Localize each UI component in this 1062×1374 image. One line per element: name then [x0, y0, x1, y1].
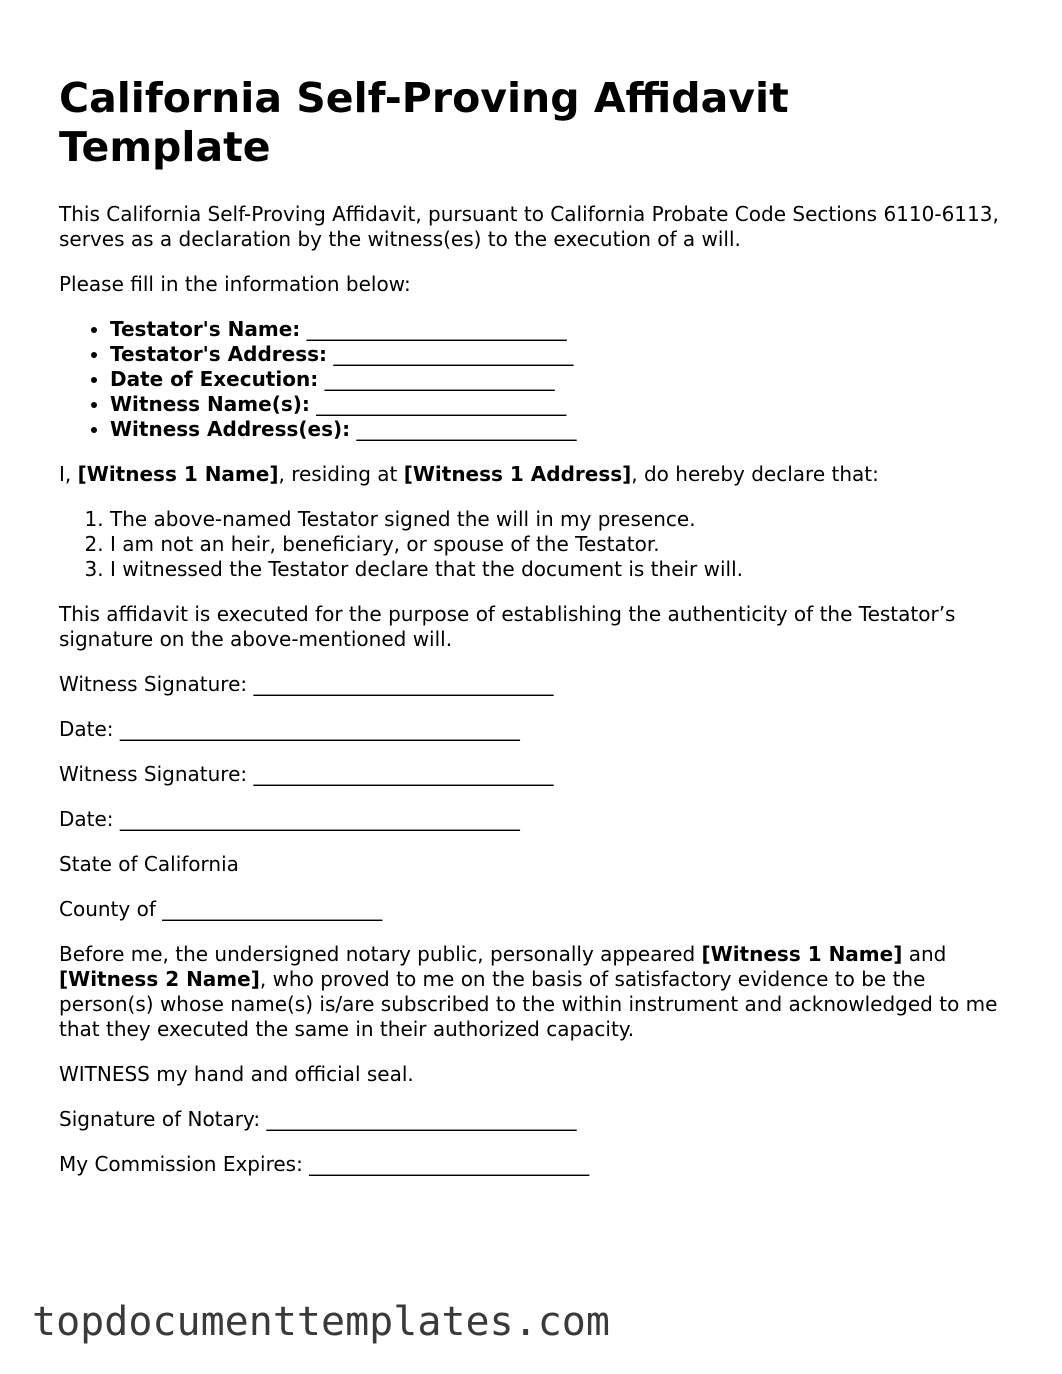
site-watermark: topdocumenttemplates.com [32, 1299, 610, 1345]
statement-item: 1. The above-named Testator signed the will in my presence. [110, 507, 1004, 532]
intro-paragraph: This California Self-Proving Affidavit, pursuant to California Probate Code Sections 6110-6113, serves as a declaration by the witness(es) to the execution of a will. [59, 202, 999, 251]
commission-expires-line: My Commission Expires: ____________________________ [59, 1152, 590, 1176]
field-label: Testator's Address: [110, 342, 328, 366]
statement-item: 3. I witnessed the Testator declare that the document is their will. [110, 557, 1004, 582]
witness-seal-line: WITNESS my hand and official seal. [59, 1062, 414, 1086]
declaration-prefix: I, [59, 462, 78, 486]
notary-paragraph [59, 942, 1004, 1042]
statement-list [59, 507, 1004, 582]
date-line-2: Date: ________________________________________ [59, 807, 520, 831]
witness1-name-placeholder: [Witness 1 Name] [77, 462, 279, 486]
field-label: Witness Name(s): [110, 392, 310, 416]
declaration-suffix: , do hereby declare that: [631, 462, 879, 486]
field-witness-names [110, 392, 1004, 417]
field-blank: _________________________ [316, 392, 567, 416]
date-line-1: Date: ________________________________________ [59, 717, 520, 741]
field-testator-address [110, 342, 1004, 367]
witness1-address-placeholder: [Witness 1 Address] [403, 462, 632, 486]
county-line: County of ______________________ [59, 897, 383, 921]
witness-signature-line-1: Witness Signature: ______________________________ [59, 672, 554, 696]
state-line: State of California [59, 852, 239, 876]
notary-suffix: , who proved to me on the basis of satisfactory evidence to be the person(s) whose name(s) is/are subscribed to the within instrument and acknowledged to me that they executed the same in their authorized capacity. [59, 967, 998, 1041]
field-witness-addresses [110, 417, 1004, 442]
field-label: Testator's Name: [110, 317, 301, 341]
field-date-of-execution [110, 367, 1004, 392]
notary-prefix: Before me, the undersigned notary public, personally appeared [59, 942, 702, 966]
field-label: Witness Address(es): [110, 417, 351, 441]
document-title: California Self-Proving Affidavit Template [59, 74, 789, 171]
declaration-paragraph [59, 462, 1004, 487]
field-testator-name [110, 317, 1004, 342]
notary-and: and [902, 942, 947, 966]
field-blank: ________________________ [333, 342, 574, 366]
field-blank: ______________________ [356, 417, 577, 441]
notary-signature-line: Signature of Notary: _______________________________ [59, 1107, 577, 1131]
statement-item: 2. I am not an heir, beneficiary, or spouse of the Testator. [110, 532, 1004, 557]
field-list [59, 317, 1004, 442]
field-blank: _______________________ [324, 367, 555, 391]
purpose-paragraph: This affidavit is executed for the purpose of establishing the authenticity of the Testator’s signature on the above-mentioned will. [59, 602, 956, 651]
fill-prompt: Please fill in the information below: [59, 272, 411, 296]
witness2-name-placeholder: [Witness 2 Name] [59, 967, 260, 991]
witness1-name-placeholder: [Witness 1 Name] [701, 942, 903, 966]
declaration-middle: , residing at [278, 462, 404, 486]
witness-signature-line-2: Witness Signature: ______________________________ [59, 762, 554, 786]
document-page [59, 74, 1004, 1197]
field-blank: __________________________ [306, 317, 567, 341]
field-label: Date of Execution: [110, 367, 319, 391]
